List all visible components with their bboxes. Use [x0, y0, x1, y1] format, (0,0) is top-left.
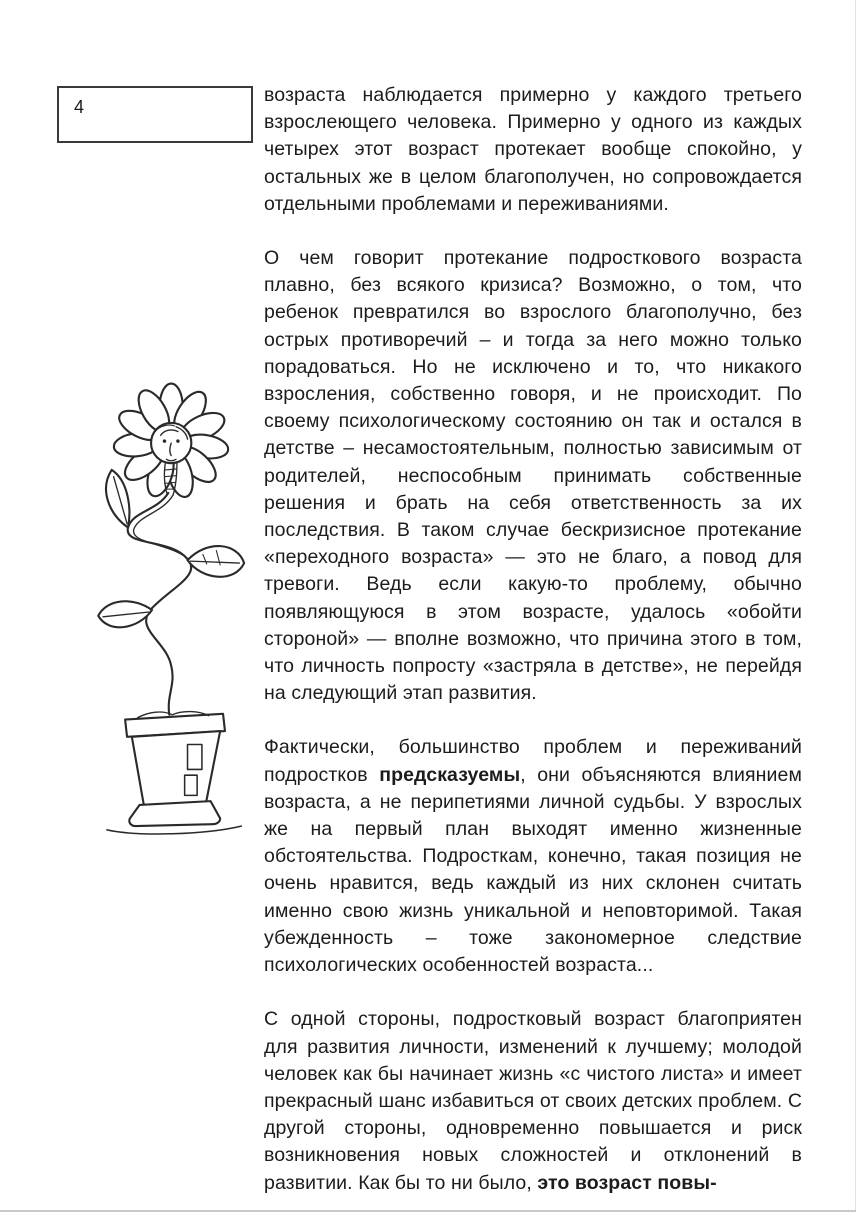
- text-column: [264, 82, 802, 1212]
- flower-pot: [125, 712, 225, 827]
- body-text: О чем говорит протекание подросткового возраста плавно, без всякого кризиса? Возможно, о том, что ребенок превратился во взрослого благополучно, без острых противоречий – и тогда за него можно только порадоваться. Но не исключено и то, что никакого взросления, собственно говоря, и не происходит. По своему психологическому состоянию он так и остался в детстве – несамостоятельным, полностью зависимым от родителей, неспособным принимать собственные решения и брать на себя ответственность за их последствия. В таком случае бескризисное протекание «переходного возраста» — это не благо, а повод для тревоги. Ведь если какую-то проблему, обычно появляющуюся в этом возрасте, удалось «обойти стороной» — вполне возможно, что причина этого в том, что личность попросту «застряла в детстве», не перейдя на следующий этап развития.: [264, 247, 802, 705]
- body-text: , они объясняются влиянием возраста, а не перипетиями личной судьбы. У взрослых же на первый план выходят именно жизненные обстоятельства. Подросткам, конечно, такая позиция не очень нравится, ведь каждый из них склонен считать именно свою жизнь уникальной и неповторимой. Такая убежденность – тоже закономерное следствие психологических особенностей возраста...: [264, 763, 802, 977]
- body-text: С одной стороны, подростковый возраст благоприятен для развития личности, изменений к лучшему; молодой человек как бы начинает жизнь «с чистого листа» и имеет прекрасный шанс избавиться от своих детских проблем. С другой стороны, одновременно повышается и риск возникновения новых сложностей и отклонений в развитии. Как бы то ни было,: [264, 1008, 802, 1194]
- body-text: Фактически, большинство проблем и переживаний подростков: [264, 736, 802, 786]
- flower-drawing-svg: [80, 373, 248, 851]
- flower-in-pot-illustration: [80, 373, 248, 851]
- paragraph: [264, 245, 802, 707]
- body-text: возраста наблюдается примерно у каждого третьего взрослеющего человека. Примерно у одного из каждых четырех этот возраст протекает вообще спокойно, у остальных же в целом благополучен, но сопровождается отдельными проблемами и переживаниями.: [264, 84, 802, 215]
- paragraph: [264, 734, 802, 979]
- bold-text: это возраст повы-: [537, 1171, 717, 1194]
- paragraph: [264, 1006, 802, 1196]
- paragraph: [264, 82, 802, 218]
- bold-text: предсказуемы: [379, 763, 521, 786]
- page-number-box: [57, 86, 253, 143]
- page-number: 4: [74, 97, 85, 117]
